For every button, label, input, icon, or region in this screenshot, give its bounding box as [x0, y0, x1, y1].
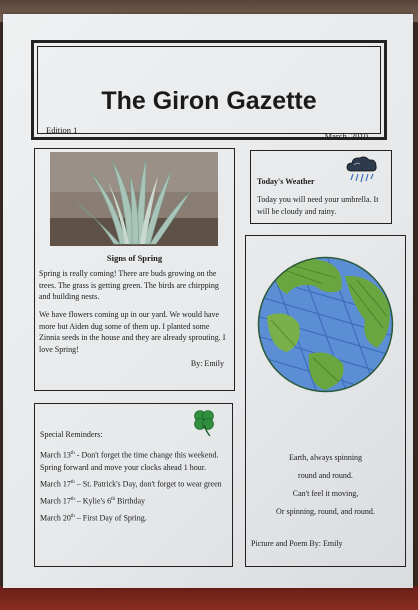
reminder-ordinal: th [111, 497, 115, 502]
earth-drawing [257, 256, 394, 393]
reminders-box [34, 403, 233, 567]
poem-line-2: round and round. [298, 471, 353, 480]
poem-credit: Picture and Poem By: Emily [251, 539, 343, 548]
masthead-inner-border [37, 46, 381, 141]
article-byline: By: Emily [190, 359, 224, 368]
poem-line-1: Earth, always spinning [288, 453, 363, 462]
reminder-date: March 17 [40, 479, 71, 489]
reminder-text: – St. Patrick's Day, don't forget to wear green [74, 479, 222, 489]
reminder-item [40, 477, 230, 491]
reminder-text: – Kylie's 6 [74, 496, 112, 506]
weather-text: Today you will need your umbrella. It will be cloudy and rainy. [257, 195, 379, 216]
reminder-ordinal: th [70, 451, 75, 456]
reminders-heading: Special Reminders: [40, 430, 103, 439]
reminder-item [40, 494, 230, 508]
article-paragraph-1: Spring is really coming! There are buds growing on the trees. The grass is getting green. The birds are chirpping and building nests. [39, 269, 219, 301]
article-paragraph-2: We have flowers coming up in our yard. We would have more but Aiden dug some of them up. I planted some Zinnia seeds in the house and they are already sprouting. I love Spring! [39, 310, 226, 354]
reminder-item [40, 511, 230, 525]
background-bottom [0, 586, 418, 610]
reminder-text: Birthday [115, 496, 145, 506]
four-leaf-clover-icon [190, 407, 218, 437]
reminder-text: - Don't forget the time change this weekend. Spring forward and move your clocks ahead 1 hour. [40, 450, 219, 472]
masthead [31, 40, 387, 140]
newsletter-title: The Giron Gazette [101, 87, 317, 115]
weather-heading: Today's Weather [257, 177, 315, 186]
poem-line-4: Or spinning, round, and round. [276, 507, 375, 516]
reminder-text: – First Day of Spring. [74, 513, 147, 523]
poem-text [246, 449, 405, 521]
daffodil-sprouts-photo [50, 152, 218, 246]
reminder-ordinal: th [70, 497, 75, 502]
poem-box [245, 235, 406, 567]
reminder-item [40, 448, 230, 474]
reminder-ordinal: th [70, 480, 75, 485]
rain-cloud-icon [345, 155, 379, 185]
poem-line-3: Can't feel it moving, [292, 489, 359, 498]
edition-label: Edition 1 [46, 125, 78, 135]
weather-box [250, 150, 392, 224]
newsletter-page [3, 14, 413, 588]
spring-article [34, 148, 235, 391]
reminder-ordinal: th [70, 514, 75, 519]
reminder-date: March 17 [40, 496, 71, 506]
reminder-date: March 20 [40, 513, 71, 523]
reminder-date: March 13 [40, 450, 71, 460]
article-heading: Signs of Spring [106, 253, 163, 263]
issue-date: March, 2010 [324, 131, 368, 141]
